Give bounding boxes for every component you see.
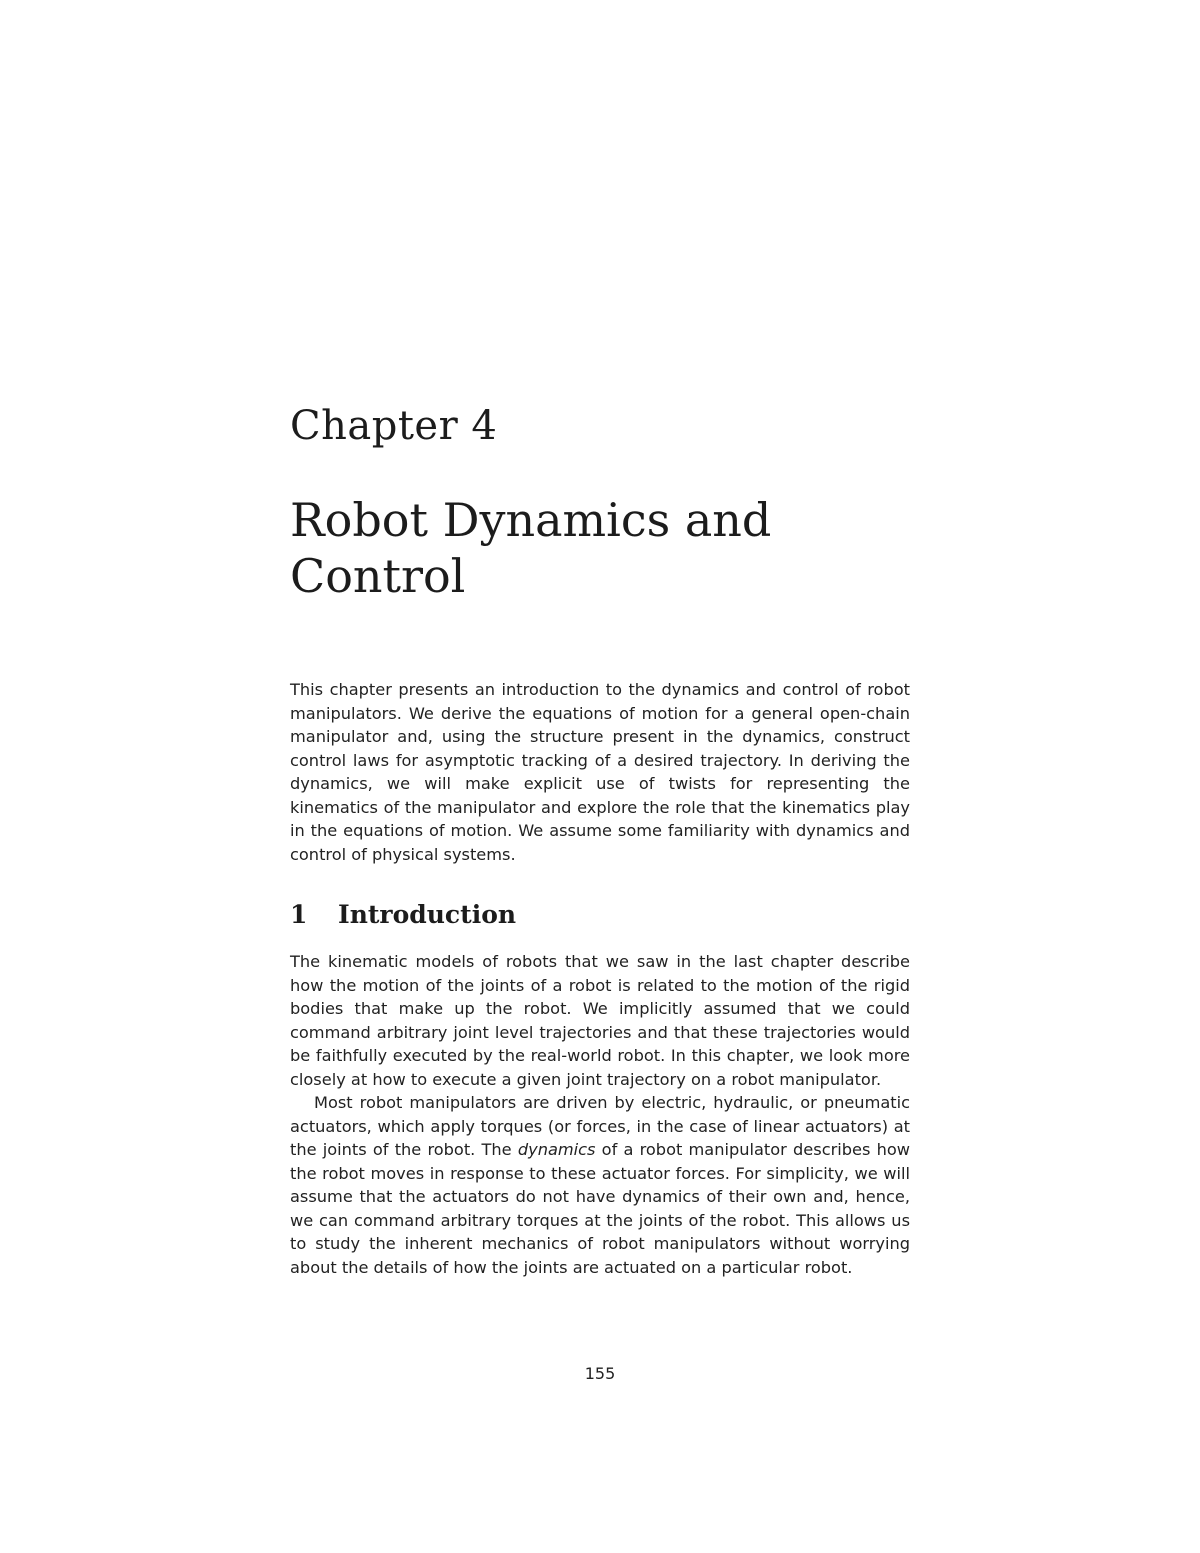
chapter-label: Chapter 4 <box>290 403 498 449</box>
paragraph-2 <box>290 1091 910 1279</box>
paragraph-2-text-end: of a robot manipulator describes how the robot moves in response to these actuator forces. For simplicity, we will assume that the actuators do not have dynamics of their own and, hence, we can command arbitrary torques at the joints of the robot. This allows us to study the inherent mechanics of robot manipulators without worrying about the details of how the joints are actuated on a particular robot. <box>290 1140 911 1277</box>
emphasis-dynamics: dynamics <box>517 1140 596 1159</box>
chapter-abstract: This chapter presents an introduction to the dynamics and control of robot manipulators. We derive the equations of motion for a general open-chain manipulator and, using the structure present in the dynamics, construct control laws for asymptotic tracking of a desired trajectory. In deriving the dynamics, we will make explicit use of twists for representing the kinematics of the manipulator and explore the role that the kinematics play in the equations of motion. We assume some familiarity with dynamics and control of physical systems. <box>290 680 910 864</box>
section-heading <box>290 898 516 932</box>
chapter-title: Robot Dynamics and Control <box>290 493 772 603</box>
page-number: 155 <box>584 1364 616 1383</box>
section-number: 1 <box>290 900 308 929</box>
paragraph-1: The kinematic models of robots that we saw in the last chapter describe how the motion of the joints of a robot is related to the motion of the rigid bodies that make up the robot. We implicitly assumed that we could command arbitrary joint level trajectories and that these trajectories would be faithfully executed by the real-world robot. In this chapter, we look more closely at how to execute a given joint trajectory on a robot manipulator. <box>290 952 910 1089</box>
section-title: Introduction <box>338 900 517 929</box>
section-body <box>290 950 910 1279</box>
paragraph-2-text-start: Most robot manipulators are driven by electric, hydraulic, or pneumatic actuators, which apply torques (or forces, in the case of linear actuators) at the joints of the robot. The <box>290 1093 910 1159</box>
